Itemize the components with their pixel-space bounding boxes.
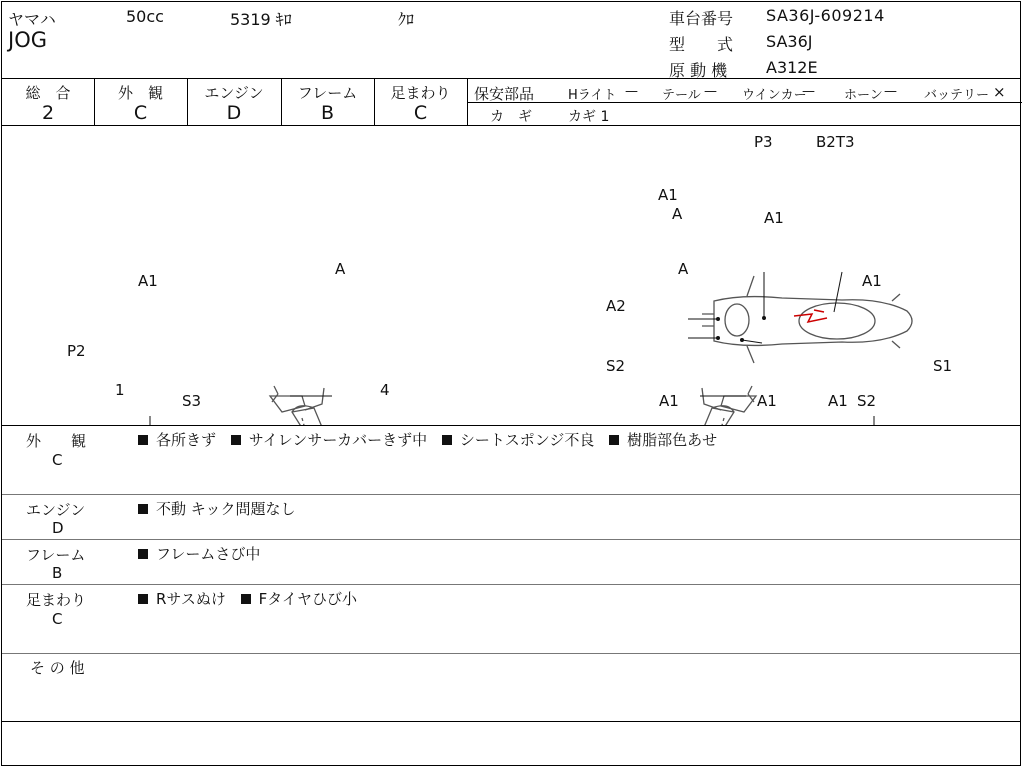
remark-frame-items: フレームさび中 xyxy=(138,543,260,564)
label-right-A1-rear: A1 xyxy=(828,392,848,410)
remark-engine-items: 不動 キック問題なし xyxy=(138,498,295,519)
model-name: JOG xyxy=(8,28,47,52)
label-left-A1: A1 xyxy=(138,272,158,290)
winker-value: — xyxy=(802,84,815,99)
remark-frame-label: フレーム xyxy=(26,546,86,564)
frame-no-label: 車台番号 xyxy=(669,9,734,28)
grade-frame-value: B xyxy=(320,102,335,124)
grade-frame-label: フレーム xyxy=(297,84,358,102)
remark-other-label: そ の 他 xyxy=(30,659,85,677)
headlight-value: — xyxy=(625,84,638,99)
label-right-A1-front: A1 xyxy=(659,392,679,410)
grade-engine-value: D xyxy=(226,102,242,124)
headlight-label: Hライト xyxy=(568,88,617,103)
grade-suspension-value: C xyxy=(413,102,428,124)
type-value: SA36J xyxy=(766,32,813,51)
grade-overall-value: 2 xyxy=(41,102,55,124)
key-value: カギ 1 xyxy=(568,109,610,125)
winker-label: ウインカー xyxy=(742,88,807,103)
label-left-P2: P2 xyxy=(67,342,86,360)
remark-engine-grade: D xyxy=(52,519,64,537)
horn-value: — xyxy=(884,84,897,99)
grade-overall-label: 総 合 xyxy=(25,84,71,102)
remark-exterior-items: 各所きず サイレンサーカバーきず中 シートスポンジ不良 樹脂部色あせ xyxy=(138,429,717,450)
mileage: 5319 ｷﾛ xyxy=(230,10,292,29)
inspection-sheet xyxy=(1,1,1021,766)
type-label: 型 式 xyxy=(669,35,734,54)
remark-engine-label: エンジン xyxy=(26,501,86,519)
maker: ヤマハ xyxy=(8,10,56,29)
label-left-4: 4 xyxy=(380,381,390,399)
label-right-A: A xyxy=(678,260,689,278)
remark-exterior-label: 外 観 xyxy=(26,432,87,450)
label-top-A1-right: A1 xyxy=(764,209,784,227)
displacement: 50cc xyxy=(126,7,164,26)
label-left-1: 1 xyxy=(115,381,125,399)
remark-frame-grade: B xyxy=(52,564,63,582)
key-label: カ ギ xyxy=(490,109,532,125)
label-top-P3: P3 xyxy=(754,133,773,151)
remark-suspension-label: 足まわり xyxy=(26,591,87,609)
scooter-left-view xyxy=(107,386,374,426)
label-top-B2T3: B2T3 xyxy=(816,133,855,151)
label-left-S3: S3 xyxy=(182,392,202,410)
battery-label: バッテリー xyxy=(924,88,990,103)
remark-exterior-grade: C xyxy=(52,451,63,469)
label-right-A2: A2 xyxy=(606,297,626,315)
label-right-S2-front: S2 xyxy=(606,357,626,375)
remark-suspension-grade: C xyxy=(52,610,63,628)
horn-label: ホーン xyxy=(844,88,883,103)
label-right-S2-rear: S2 xyxy=(857,392,877,410)
label-left-A: A xyxy=(335,260,346,278)
scooter-right-view xyxy=(652,386,920,426)
engine-label: 原 動 機 xyxy=(669,61,728,80)
color: ｸﾛ xyxy=(398,10,415,29)
grade-suspension-label: 足まわり xyxy=(390,84,451,102)
grade-exterior-label: 外 観 xyxy=(117,84,163,102)
tail-label: テール xyxy=(662,88,701,103)
frame-no: SA36J-609214 xyxy=(766,6,885,25)
tail-value: — xyxy=(704,84,717,99)
label-right-A1-mid: A1 xyxy=(757,392,777,410)
grade-engine-label: エンジン xyxy=(204,84,264,102)
battery-value: × xyxy=(993,83,1006,101)
label-right-S1: S1 xyxy=(933,357,953,375)
label-top-A: A xyxy=(672,205,683,223)
grade-exterior-value: C xyxy=(133,102,148,124)
safety-label: 保安部品 xyxy=(474,85,535,103)
engine-value: A312E xyxy=(766,58,818,77)
label-right-A1-top: A1 xyxy=(862,272,882,290)
remark-suspension-items: Rサスぬけ Fタイヤひび小 xyxy=(138,588,357,609)
label-top-A1-left: A1 xyxy=(658,186,678,204)
